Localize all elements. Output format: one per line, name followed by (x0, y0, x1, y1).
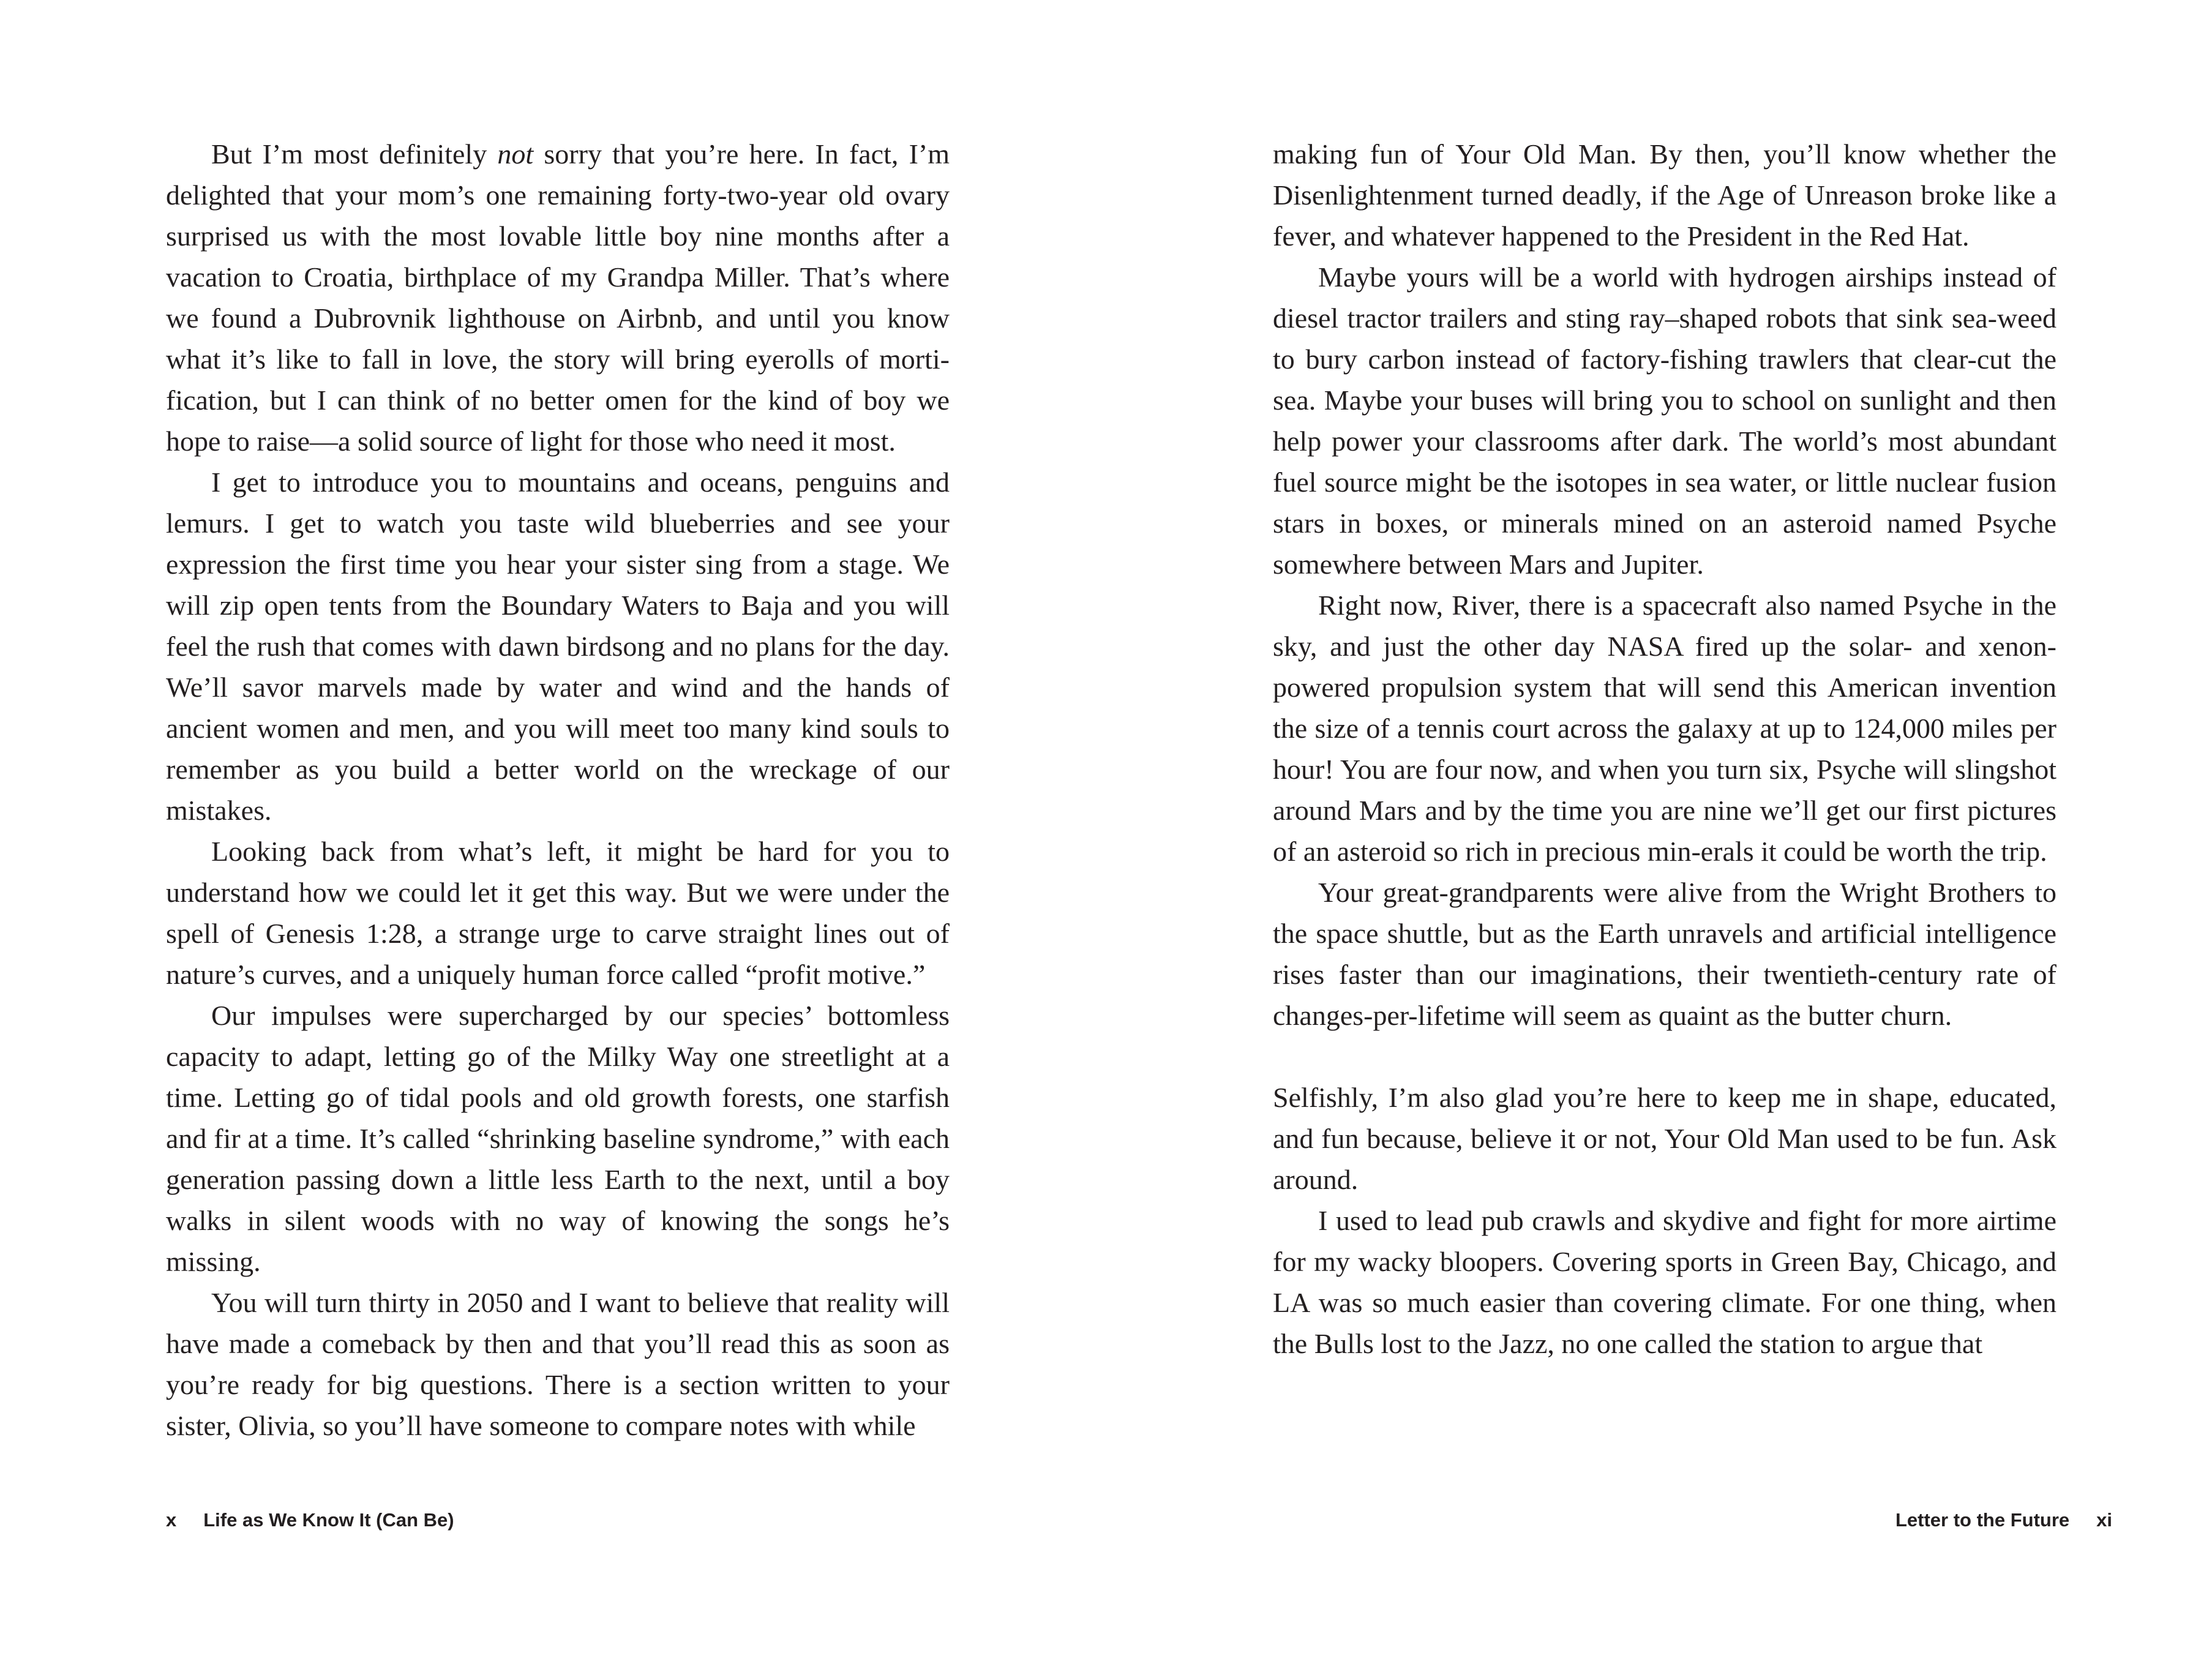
paragraph: Your great-grandparents were alive from the Wright Brothers to the space shuttle, but as the Earth unravels and artificial intelligence rises faster than our imaginations, their twentieth-century rate of changes-per-lifetime will seem as quaint as the butter churn. (1273, 877, 2056, 1031)
section-break (1273, 1036, 2056, 1077)
paragraph (166, 133, 950, 462)
left-page-footer (166, 1508, 454, 1532)
paragraph: Our impulses were supercharged by our species’ bottomless capacity to adapt, letting go of the Milky Way one streetlight at a time. Letting go of tidal pools and old growth forests, one starfish and fir at a time. It’s called “shrinking baseline syndrome,” with each generation passing down a little less Earth to the next, until a boy walks in silent woods with no way of knowing the songs he’s missing. (166, 1000, 950, 1277)
paragraph: Maybe yours will be a world with hydrogen airships instead of diesel tractor trailers and sting ray–shaped robots that sink sea-weed to bury carbon instead of factory-fishing trawlers that clear-cut the sea. Maybe your buses will bring you to school on sunlight and then help power your classrooms after dark. The world’s most abundant fuel source might be the isotopes in sea water, or little nuclear fusion stars in boxes, or minerals mined on an asteroid named Psyche somewhere between Mars and Jupiter. (1273, 261, 2056, 580)
paragraph-text: sorry that you’re here. In fact, I’m delighted that your mom’s one remaining forty-two-year old ovary surprised us with the most lovable little boy nine months after a vacation to Croatia, birthplace of my Grandpa Miller. That’s where we found a Dubrovnik lighthouse on Airbnb, and until you know what it’s like to fall in love, the story will bring eyerolls of morti-fication, but I can think of no better omen for the kind of boy we hope to raise—a solid source of light for those who need it most. (166, 138, 950, 457)
right-page (1106, 0, 2212, 1661)
left-page-body (166, 133, 950, 1446)
paragraph: Looking back from what’s left, it might be hard for you to understand how we could let it get this way. But we were under the spell of Genesis 1:28, a strange urge to carve straight lines out of nature’s curves, and a uniquely human force called “profit motive.” (166, 836, 950, 990)
running-head: Letter to the Future (1895, 1509, 2070, 1531)
paragraph: making fun of Your Old Man. By then, you’ll know whether the Disenlightenment turned deadly, if the Age of Unreason broke like a fever, and whatever happened to the President in the Red Hat. (1273, 138, 2056, 252)
emphasis-text: not (497, 138, 534, 170)
paragraph: I used to lead pub crawls and skydive and fight for more airtime for my wacky bloopers. Covering sports in Green Bay, Chicago, and LA was so much easier than covering climate. For one thing, when the Bulls lost to the Jazz, no one called the station to argue that (1273, 1205, 2056, 1359)
page-number: xi (2096, 1509, 2112, 1531)
paragraph: Selfishly, I’m also glad you’re here to keep me in shape, educated, and fun because, believe it or not, Your Old Man used to be fun. Ask around. (1273, 1082, 2056, 1195)
page-number: x (166, 1509, 177, 1531)
right-page-body (1273, 133, 2056, 1364)
running-head: Life as We Know It (Can Be) (203, 1509, 454, 1531)
right-page-footer (1895, 1508, 2112, 1532)
paragraph: I get to introduce you to mountains and oceans, penguins and lemurs. I get to watch you taste wild blueberries and see your expression the first time you hear your sister sing from a stage. We will zip open tents from the Boundary Waters to Baja and you will feel the rush that comes with dawn birdsong and no plans for the day. We’ll savor marvels made by water and wind and the hands of ancient women and men, and you will meet too many kind souls to remember as you build a better world on the wreckage of our mistakes. (166, 467, 950, 826)
paragraph: Right now, River, there is a spacecraft also named Psyche in the sky, and just the other day NASA fired up the solar- and xenon-powered propulsion system that will send this American invention the size of a tennis court across the galaxy at up to 124,000 miles per hour! You are four now, and when you turn six, Psyche will slingshot around Mars and by the time you are nine we’ll get our first pictures of an asteroid so rich in precious min-erals it could be worth the trip. (1273, 590, 2056, 867)
paragraph-text: But I’m most definitely (211, 138, 498, 170)
paragraph: You will turn thirty in 2050 and I want to believe that reality will have made a comeback by then and that you’ll read this as soon as you’re ready for big questions. There is a section written to your sister, Olivia, so you’ll have someone to compare notes with while (166, 1287, 950, 1441)
